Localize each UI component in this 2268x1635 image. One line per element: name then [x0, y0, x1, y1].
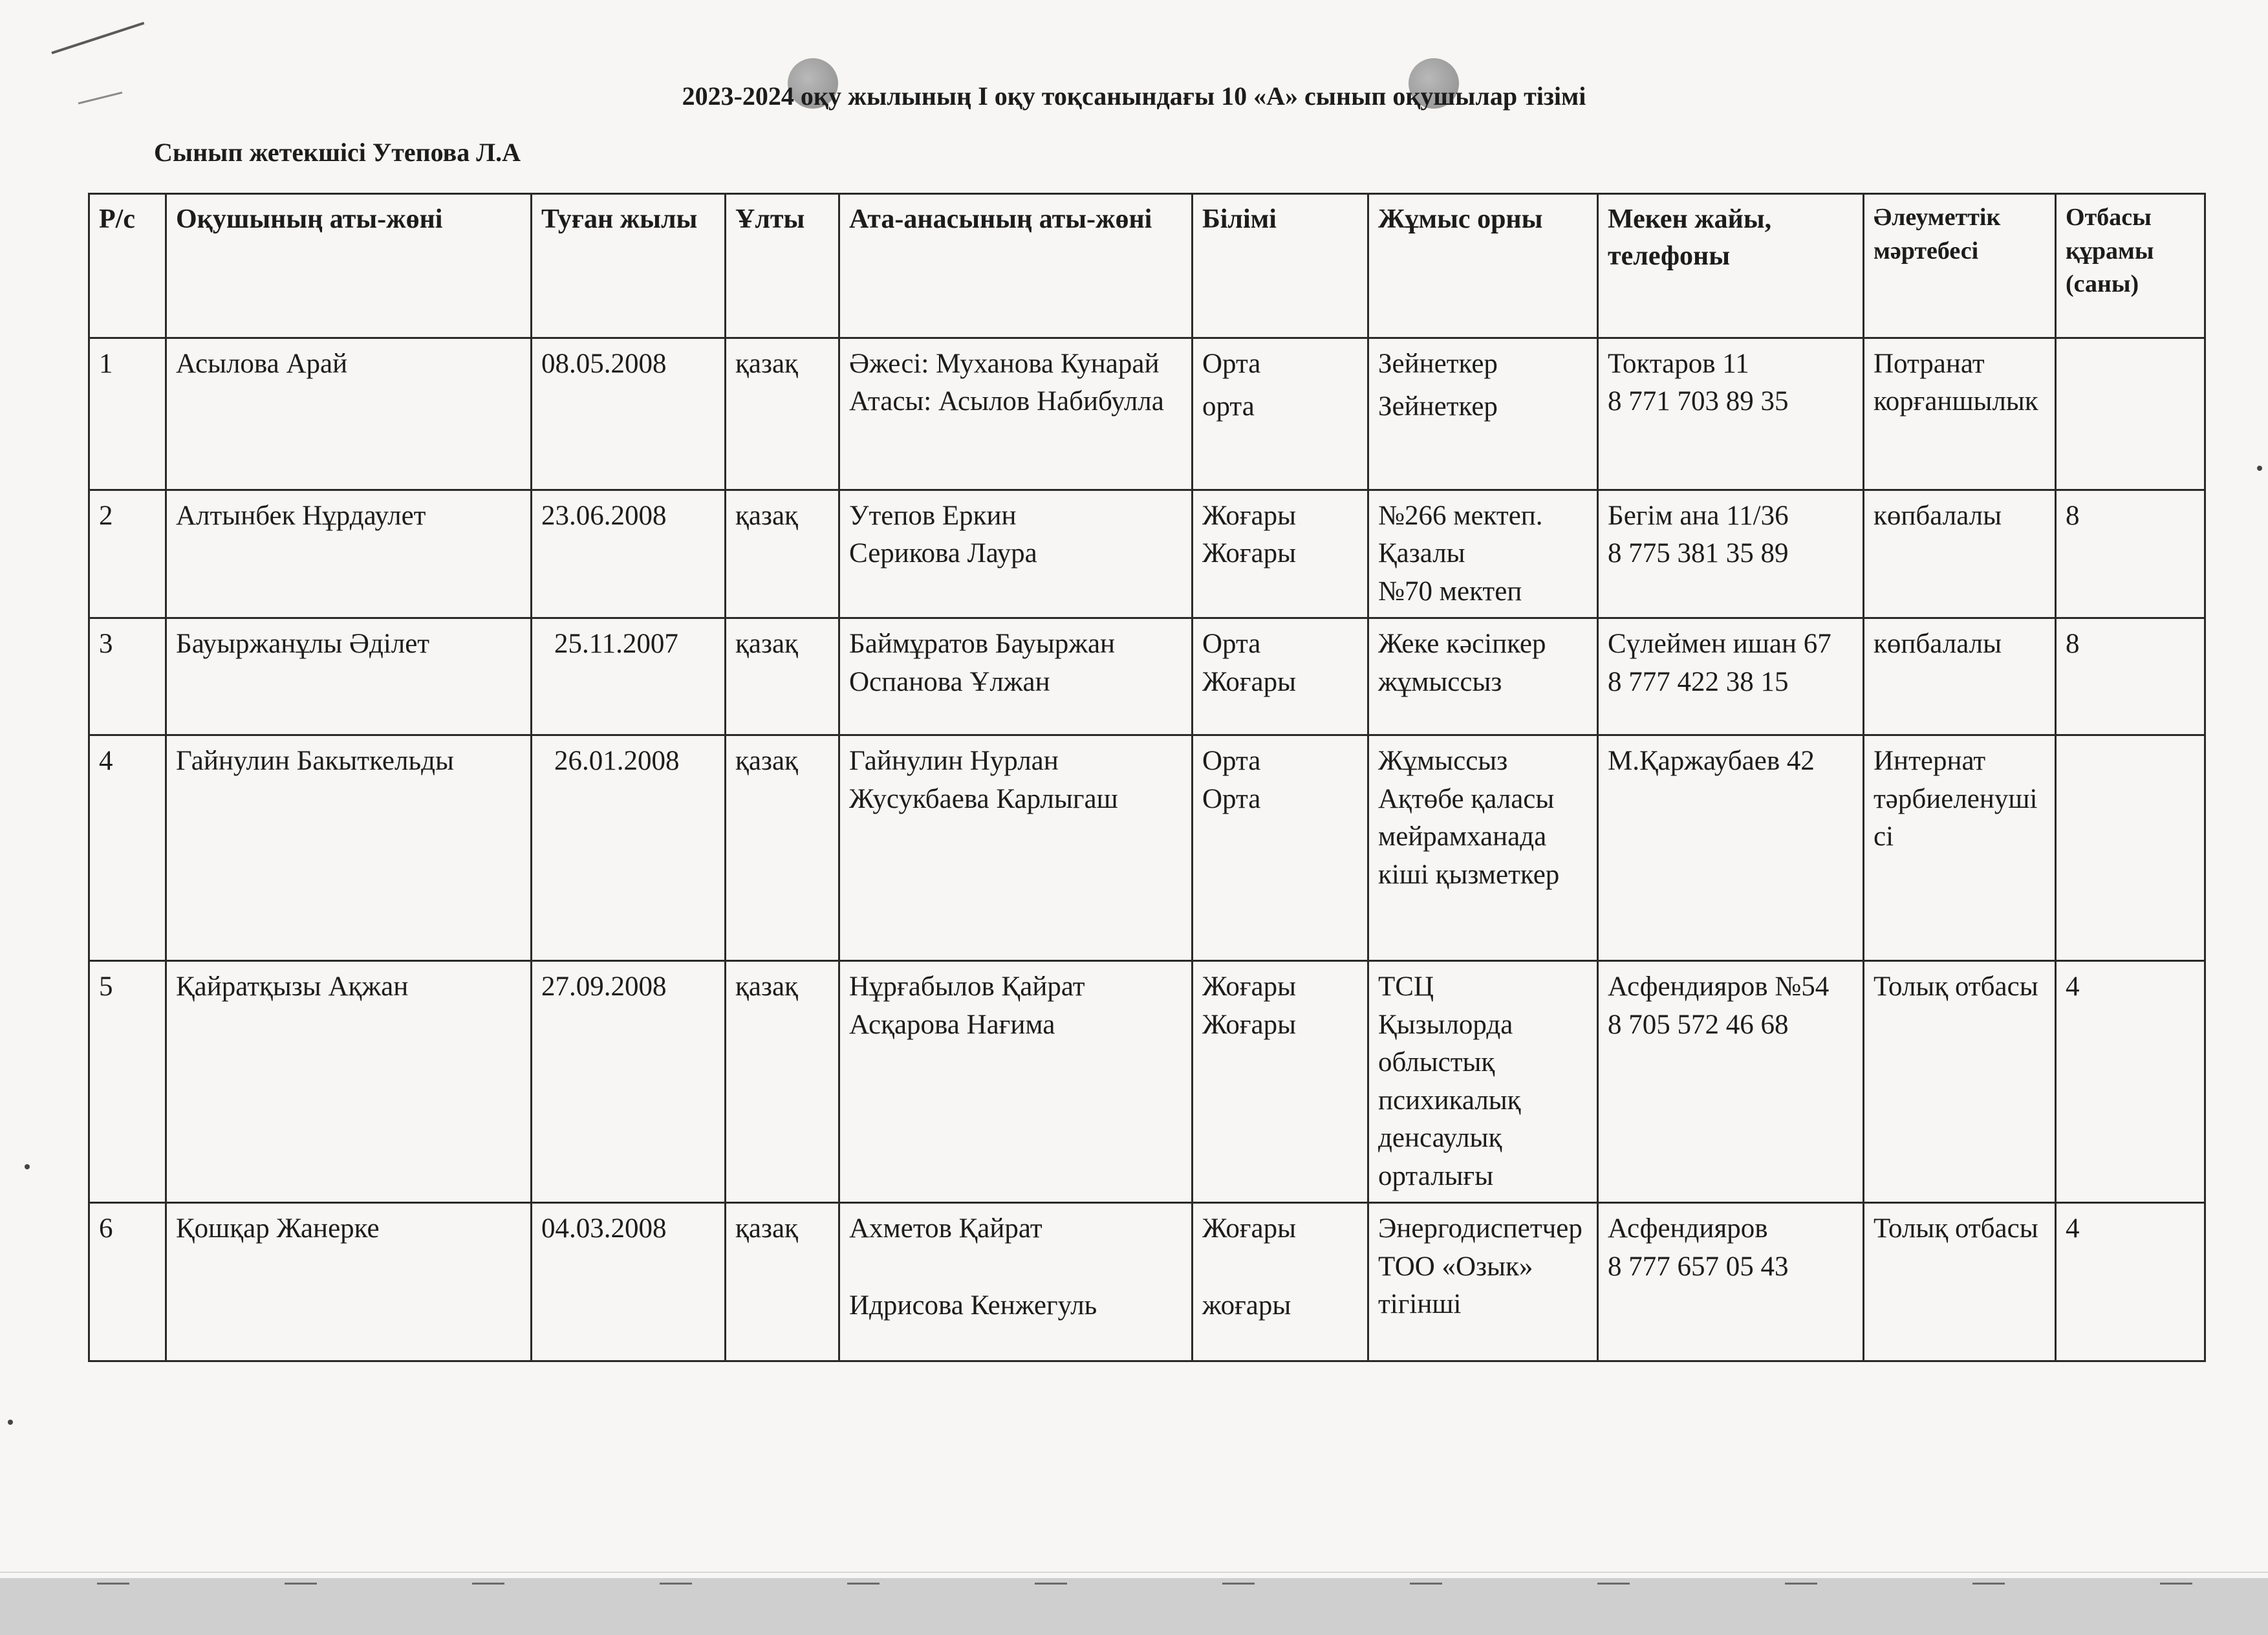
- birth-date: 25.11.2007: [532, 618, 726, 735]
- education-value: орта: [1202, 391, 1255, 422]
- edge-mark: [1410, 1583, 1442, 1585]
- row-number: 1: [89, 338, 166, 490]
- edge-mark: [472, 1583, 504, 1585]
- student-name: Алтынбек Нұрдаулет: [166, 490, 532, 618]
- row-number: 2: [89, 490, 166, 618]
- column-header: Туған жылы: [532, 194, 726, 338]
- parents-cell: [839, 618, 1193, 735]
- parent-name: Утепов Еркин: [849, 501, 1017, 531]
- column-header: Білімі: [1193, 194, 1368, 338]
- student-name: Қошқар Жанерке: [166, 1203, 532, 1361]
- nationality: қазақ: [726, 961, 839, 1203]
- education-value: Орта: [1202, 783, 1261, 814]
- work-cell: [1368, 338, 1598, 490]
- nationality: қазақ: [726, 1203, 839, 1361]
- address-line: Бегім ана 11/36: [1608, 501, 1789, 531]
- phone-number: 8 777 422 38 15: [1608, 666, 1789, 697]
- education-value: Жоғары: [1202, 501, 1296, 531]
- social-status: Потранат корғаншылык: [1864, 338, 2056, 490]
- edge-mark: [1222, 1583, 1255, 1585]
- table-row: [89, 735, 2205, 961]
- education-cell: [1193, 490, 1368, 618]
- table-row: [89, 1203, 2205, 1361]
- page-edge-line: [0, 1572, 2268, 1573]
- birth-date: 08.05.2008: [532, 338, 726, 490]
- column-header: Ұлты: [726, 194, 839, 338]
- column-header: Ата-анасының аты-жөні: [839, 194, 1193, 338]
- student-name: Гайнулин Бакыткельды: [166, 735, 532, 961]
- column-header: Әлеуметтік мәртебесі: [1864, 194, 2056, 338]
- edge-mark: [1785, 1583, 1817, 1585]
- education-cell: [1193, 961, 1368, 1203]
- work-value: Энергодиспетчер: [1378, 1213, 1582, 1244]
- education-value: Орта: [1202, 349, 1261, 379]
- parent-name: Идрисова Кенжегуль: [849, 1290, 1097, 1321]
- education-value: Жоғары: [1202, 666, 1296, 697]
- education-value: Жоғары: [1202, 538, 1296, 569]
- education-value: Орта: [1202, 629, 1261, 660]
- edge-mark: [847, 1583, 880, 1585]
- parent-name: Гайнулин Нурлан: [849, 746, 1059, 777]
- table-row: [89, 338, 2205, 490]
- phone-number: 8 777 657 05 43: [1608, 1251, 1789, 1282]
- education-cell: [1193, 338, 1368, 490]
- parents-cell: [839, 1203, 1193, 1361]
- phone-number: 8 705 572 46 68: [1608, 1009, 1789, 1040]
- student-name: Асылова Арай: [166, 338, 532, 490]
- education-cell: [1193, 735, 1368, 961]
- address-line: Асфендияров: [1608, 1213, 1768, 1244]
- address-line: М.Қаржаубаев 42: [1608, 746, 1815, 777]
- column-header: Жұмыс орны: [1368, 194, 1598, 338]
- work-value: Жеке кәсіпкер: [1378, 629, 1546, 660]
- birth-date: 04.03.2008: [532, 1203, 726, 1361]
- row-number: 5: [89, 961, 166, 1203]
- student-name: Қайратқызы Ақжан: [166, 961, 532, 1203]
- education-value: жоғары: [1202, 1290, 1291, 1321]
- family-size: 4: [2056, 961, 2205, 1203]
- table-row: [89, 490, 2205, 618]
- work-value: ТОО «Озык» тігінші: [1378, 1251, 1533, 1320]
- nationality: қазақ: [726, 735, 839, 961]
- edge-mark: [1597, 1583, 1630, 1585]
- work-cell: [1368, 961, 1598, 1203]
- social-status: Толық отбасы: [1864, 1203, 2056, 1361]
- family-size: [2056, 338, 2205, 490]
- parent-name: Асқарова Нағима: [849, 1009, 1055, 1040]
- address-line: Асфендияров №54: [1608, 971, 1830, 1002]
- column-header: Р/с: [89, 194, 166, 338]
- nationality: қазақ: [726, 618, 839, 735]
- family-size: [2056, 735, 2205, 961]
- birth-date: 23.06.2008: [532, 490, 726, 618]
- row-number: 4: [89, 735, 166, 961]
- family-size: 8: [2056, 618, 2205, 735]
- scan-mark: [51, 22, 144, 54]
- document-title: 2023-2024 оқу жылының І оқу тоқсанындағы 10 «А» сынып оқушылар тізімі: [682, 81, 1586, 111]
- work-value: Зейнеткер: [1378, 391, 1498, 422]
- phone-number: 8 771 703 89 35: [1608, 386, 1789, 417]
- column-header: Оқушының аты-жөні: [166, 194, 532, 338]
- student-name: Бауыржанұлы Әділет: [166, 618, 532, 735]
- table-header-row: [89, 194, 2205, 338]
- work-cell: [1368, 1203, 1598, 1361]
- birth-date: 27.09.2008: [532, 961, 726, 1203]
- edge-mark: [2160, 1583, 2192, 1585]
- work-cell: [1368, 490, 1598, 618]
- work-value: ТСЦ: [1378, 971, 1434, 1002]
- edge-mark: [660, 1583, 692, 1585]
- student-roster-table: [88, 193, 2206, 1362]
- nationality: қазақ: [726, 338, 839, 490]
- edge-mark: [285, 1583, 317, 1585]
- social-status: Толық отбасы: [1864, 961, 2056, 1203]
- table-row: [89, 618, 2205, 735]
- parent-name: Әжесі: Муханова Кунарай: [849, 349, 1160, 379]
- row-number: 6: [89, 1203, 166, 1361]
- parent-name: Жусукбаева Карлыгаш: [849, 783, 1118, 814]
- parent-name: Нұрғабылов Қайрат: [849, 971, 1085, 1002]
- parents-cell: [839, 735, 1193, 961]
- parents-cell: [839, 490, 1193, 618]
- column-header: Отбасы құрамы (саны): [2056, 194, 2205, 338]
- parent-name: Атасы: Асылов Набибулла: [849, 386, 1164, 417]
- education-cell: [1193, 1203, 1368, 1361]
- work-value: Қазалы: [1378, 538, 1465, 569]
- address-cell: [1598, 618, 1864, 735]
- address-cell: [1598, 735, 1864, 961]
- family-size: 4: [2056, 1203, 2205, 1361]
- row-number: 3: [89, 618, 166, 735]
- work-value: Жұмыссыз: [1378, 746, 1508, 777]
- social-status: көпбалалы: [1864, 490, 2056, 618]
- scanner-bed-strip: [0, 1578, 2268, 1635]
- parent-name: Оспанова Ұлжан: [849, 666, 1050, 697]
- social-status: көпбалалы: [1864, 618, 2056, 735]
- parent-name: Серикова Лаура: [849, 538, 1037, 569]
- work-value: №266 мектеп.: [1378, 501, 1543, 531]
- work-value: Зейнеткер: [1378, 349, 1498, 379]
- parents-cell: [839, 961, 1193, 1203]
- social-status: Интернат тәрбиеленушісі: [1864, 735, 2056, 961]
- education-value: Жоғары: [1202, 1213, 1296, 1244]
- address-cell: [1598, 1203, 1864, 1361]
- work-cell: [1368, 618, 1598, 735]
- nationality: қазақ: [726, 490, 839, 618]
- scan-speck: [25, 1164, 30, 1169]
- address-cell: [1598, 338, 1864, 490]
- address-cell: [1598, 961, 1864, 1203]
- address-line: Сүлеймен ишан 67: [1608, 629, 1831, 660]
- work-value: Ақтөбе қаласы мейрамханада кіші қызметкер: [1378, 783, 1560, 890]
- work-value: Қызылорда облыстық психикалық денсаулық орталығы: [1378, 1009, 1521, 1191]
- address-line: Токтаров 11: [1608, 349, 1749, 379]
- class-teacher: Сынып жетекшісі Утепова Л.А: [154, 138, 521, 167]
- education-value: Жоғары: [1202, 971, 1296, 1002]
- parent-name: Ахметов Қайрат: [849, 1213, 1042, 1244]
- scan-speck: [8, 1420, 13, 1425]
- education-value: Орта: [1202, 746, 1261, 777]
- phone-number: 8 775 381 35 89: [1608, 538, 1789, 569]
- edge-mark: [97, 1583, 129, 1585]
- education-value: Жоғары: [1202, 1009, 1296, 1040]
- work-value: жұмыссыз: [1378, 666, 1502, 697]
- parent-name: Баймұратов Бауыржан: [849, 629, 1116, 660]
- family-size: 8: [2056, 490, 2205, 618]
- edge-mark: [1035, 1583, 1067, 1585]
- address-cell: [1598, 490, 1864, 618]
- edge-mark: [1972, 1583, 2005, 1585]
- work-value: №70 мектеп: [1378, 576, 1522, 607]
- birth-date: 26.01.2008: [532, 735, 726, 961]
- work-cell: [1368, 735, 1598, 961]
- education-cell: [1193, 618, 1368, 735]
- scan-speck: [2257, 466, 2262, 471]
- parents-cell: [839, 338, 1193, 490]
- column-header: Мекен жайы, телефоны: [1598, 194, 1864, 338]
- table-row: [89, 961, 2205, 1203]
